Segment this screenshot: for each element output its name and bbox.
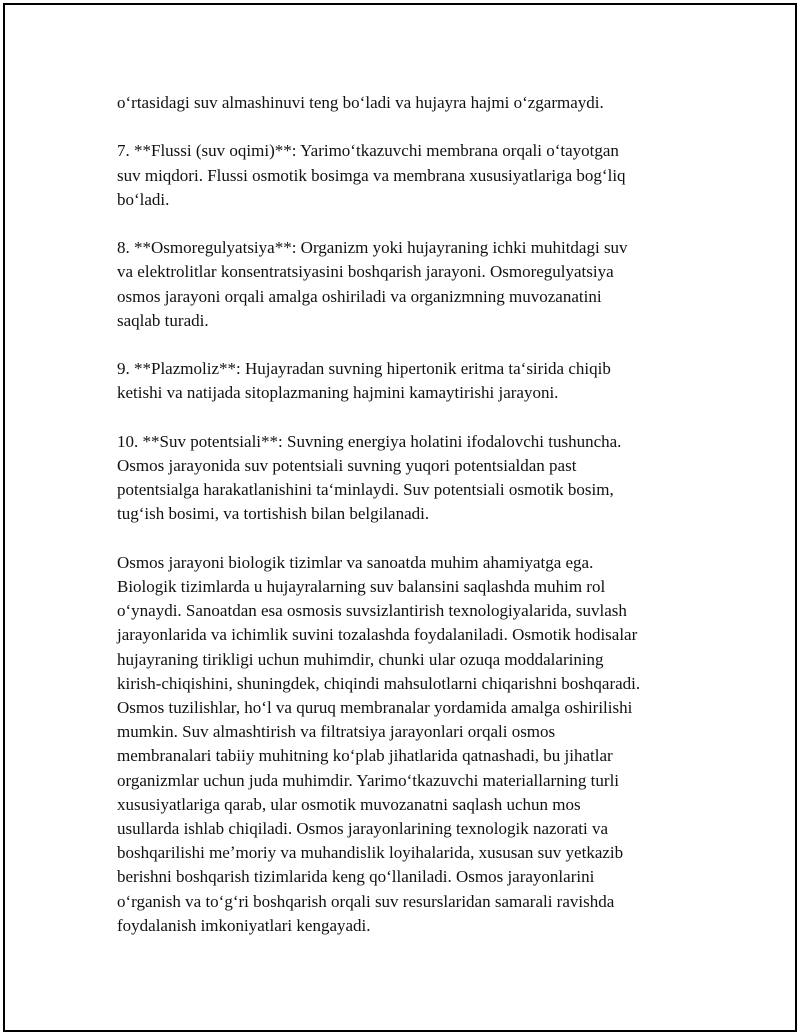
text-line: jarayonlarida va ichimlik suvini tozalashda foydalaniladi. Osmotik hodisalar bbox=[117, 625, 638, 645]
text-line: saqlab turadi. bbox=[117, 310, 209, 330]
text-line: oʻynaydi. Sanoatdan esa osmosis suvsizlantirish texnologiyalarida, suvlash bbox=[117, 601, 627, 621]
paragraph-item-7-flussi bbox=[117, 139, 692, 212]
text-line: berishni boshqarish tizimlarida keng qoʻllaniladi. Osmos jarayonlarini bbox=[117, 867, 595, 887]
text-line: potentsialga harakatlanishini taʻminlaydi. Suv potentsiali osmotik bosim, bbox=[117, 480, 614, 500]
text-line: xususiyatlariga qarab, ular osmotik muvozanatni saqlash uchun mos bbox=[117, 794, 581, 814]
text-line: suv miqdori. Flussi osmotik bosimga va membrana xususiyatlariga bogʻliq bbox=[117, 165, 626, 185]
text-line: kirish-chiqishini, shuningdek, chiqindi mahsulotlarni chiqarishni boshqaradi. bbox=[117, 673, 641, 693]
text-line: ketishi va natijada sitoplazmaning hajmini kamaytirishi jarayoni. bbox=[117, 383, 559, 403]
text-line: 7. **Flussi (suv oqimi)**: Yarimoʻtkazuvchi membrana orqali oʻtayotgan bbox=[117, 141, 619, 161]
text-line: oʻrganish va toʻgʻri boshqarish orqali suv resurslaridan samarali ravishda bbox=[117, 891, 615, 911]
text-line: membranalari tabiiy muhitning koʻplab jihatlarida qatnashadi, bu jihatlar bbox=[117, 746, 613, 766]
paragraph-item-10-suv-potentsiali bbox=[117, 430, 692, 527]
paragraph-item-8-osmoregulyatsiya bbox=[117, 236, 692, 333]
text-line: foydalanish imkoniyatlari kengayadi. bbox=[117, 915, 371, 935]
text-line: mumkin. Suv almashtirish va filtratsiya jarayonlari orqali osmos bbox=[117, 722, 556, 742]
text-line: Osmos jarayonida suv potentsiali suvning yuqori potentsialdan past bbox=[117, 455, 577, 475]
text-line: usullarda ishlab chiqiladi. Osmos jarayonlarining texnologik nazorati va bbox=[117, 819, 608, 839]
document-body bbox=[117, 91, 692, 938]
text-line: Osmos jarayoni biologik tizimlar va sanoatda muhim ahamiyatga ega. bbox=[117, 552, 594, 572]
text-line: boʻladi. bbox=[117, 189, 170, 209]
text-line: hujayraning tirikligi uchun muhimdir, chunki ular ozuqa moddalarining bbox=[117, 649, 604, 669]
paragraph-continuation bbox=[117, 91, 692, 115]
paragraph-summary bbox=[117, 551, 692, 938]
text-line: tugʻish bosimi, va tortishish bilan belgilanadi. bbox=[117, 504, 430, 524]
text-line: Biologik tizimlarda u hujayralarning suv balansini saqlashda muhim rol bbox=[117, 576, 606, 596]
text-line: organizmlar uchun juda muhimdir. Yarimoʻtkazuvchi materiallarning turli bbox=[117, 770, 620, 790]
text-line: boshqarilishi meʼmoriy va muhandislik loyihalarida, xususan suv yetkazib bbox=[117, 843, 624, 863]
text-line: oʻrtasidagi suv almashinuvi teng boʻladi va hujayra hajmi oʻzgarmaydi. bbox=[117, 93, 604, 112]
text-line: va elektrolitlar konsentratsiyasini boshqarish jarayoni. Osmoregulyatsiya bbox=[117, 262, 614, 282]
paragraph-item-9-plazmoliz bbox=[117, 357, 692, 405]
text-line: 9. **Plazmoliz**: Hujayradan suvning hipertonik eritma taʻsirida chiqib bbox=[117, 359, 611, 379]
text-line: 10. **Suv potentsiali**: Suvning energiya holatini ifodalovchi tushuncha. bbox=[117, 431, 622, 451]
text-line: Osmos tuzilishlar, hoʻl va quruq membranalar yordamida amalga oshirilishi bbox=[117, 698, 633, 717]
text-line: 8. **Osmoregulyatsiya**: Organizm yoki hujayraning ichki muhitdagi suv bbox=[117, 238, 628, 258]
text-line: osmos jarayoni orqali amalga oshiriladi va organizmning muvozanatini bbox=[117, 286, 602, 306]
